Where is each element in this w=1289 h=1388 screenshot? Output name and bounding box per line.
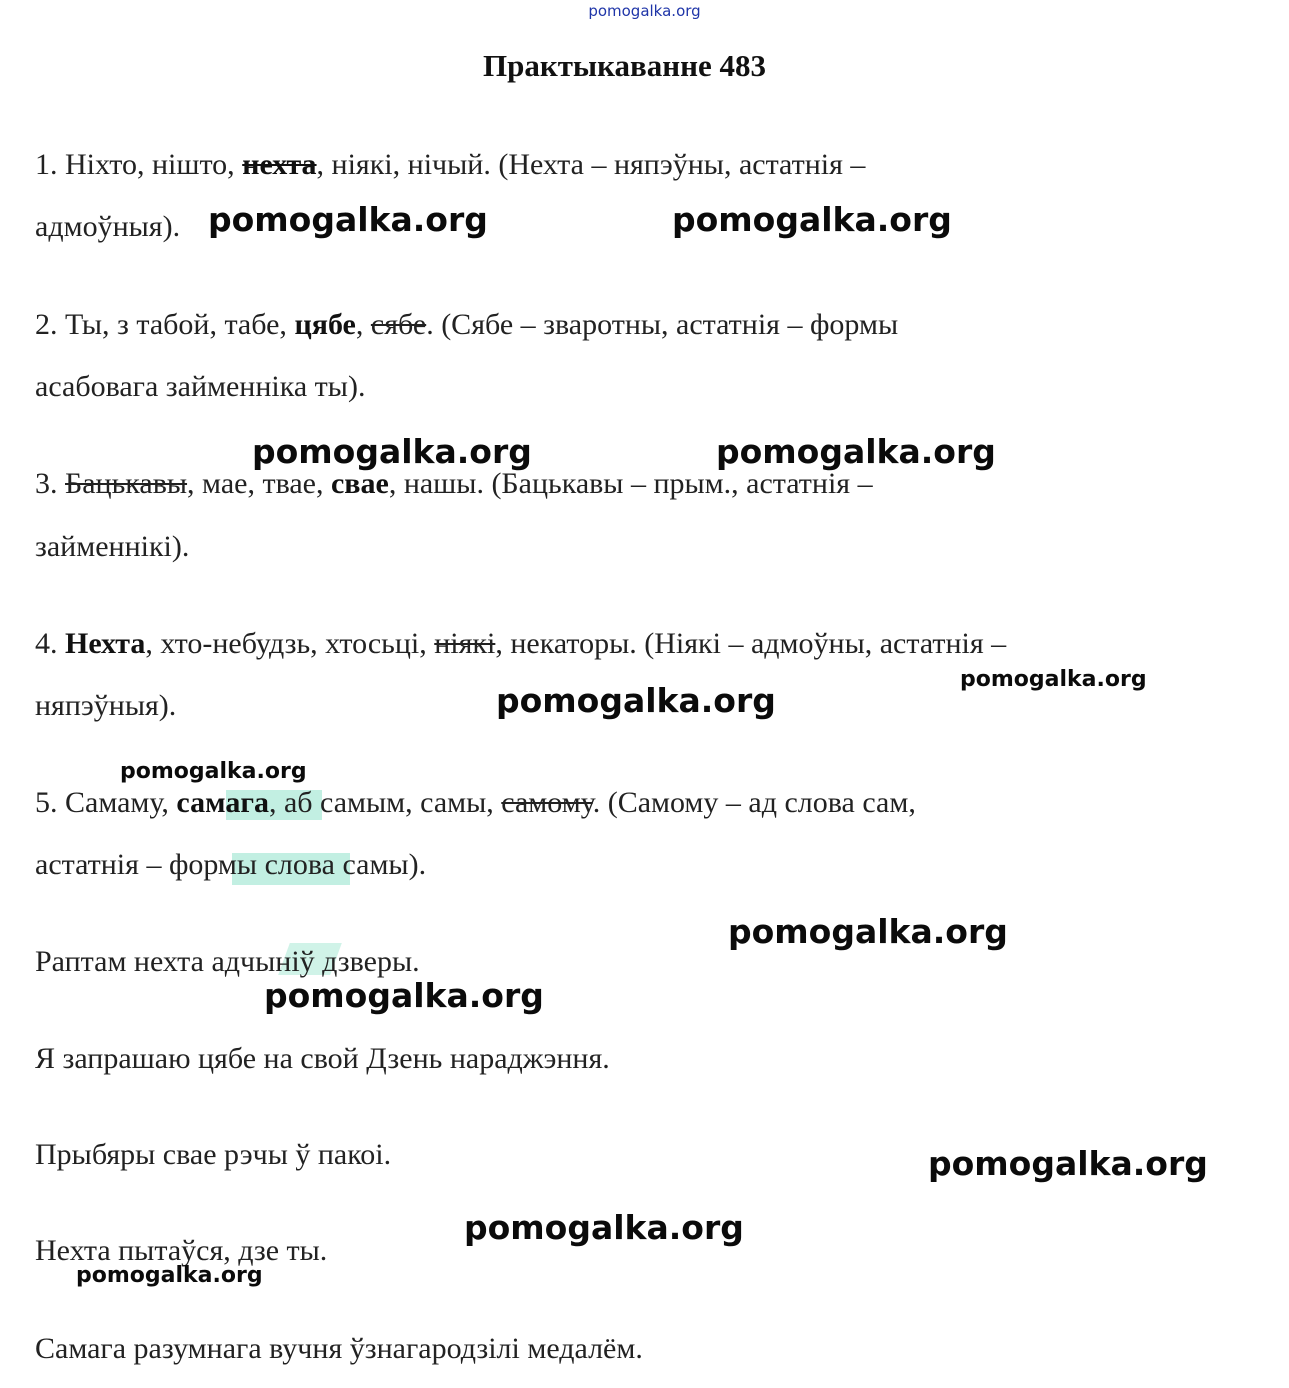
watermark: pomogalka.org	[716, 432, 996, 471]
watermark: pomogalka.org	[672, 200, 952, 239]
watermark: pomogalka.org	[960, 667, 1147, 692]
struck-word: нехта	[242, 148, 317, 181]
sentence-1: Раптам нехта адчыніў дзверы.	[35, 945, 420, 978]
watermark: pomogalka.org	[252, 432, 532, 471]
watermark: pomogalka.org	[120, 759, 307, 784]
sentence-3: Прыбяры свае рэчы ў пакоі.	[35, 1138, 392, 1171]
bold-word: самага	[176, 786, 269, 819]
watermark: pomogalka.org	[76, 1263, 263, 1288]
item-5-line-2: астатнія – формы слова самы).	[35, 848, 427, 881]
watermark: pomogalka.org	[728, 912, 1008, 951]
bold-word: свае	[330, 467, 389, 500]
struck-word: самому	[501, 786, 593, 819]
item-3-line-1: 3. Бацькавы, мае, твае, свае, нашы. (Бацькавы – прым., астатнія –	[35, 467, 873, 500]
item-5-line-1: 5. Самаму, самага, аб самым, самы, самому. (Самому – ад слова сам,	[35, 786, 916, 819]
item-2-line-1: 2. Ты, з табой, табе, цябе, сябе. (Сябе – зваротны, астатнія – формы	[35, 308, 899, 341]
item-4-line-1: 4. Нехта, хто-небудзь, хтосьці, ніякі, некаторы. (Ніякі – адмоўны, астатнія –	[35, 627, 1007, 660]
top-watermark: pomogalka.org	[588, 2, 701, 20]
item-3-line-2: займеннікі).	[35, 530, 190, 563]
struck-word: Бацькавы	[65, 467, 188, 500]
struck-word: сябе	[370, 308, 427, 341]
page-title: Практыкаванне 483	[482, 48, 766, 83]
sentence-2: Я запрашаю цябе на свой Дзень нараджэння.	[35, 1042, 610, 1075]
watermark: pomogalka.org	[928, 1144, 1208, 1183]
item-1-line-2: адмоўныя).	[35, 210, 181, 243]
bold-word: цябе	[294, 308, 356, 341]
watermark: pomogalka.org	[496, 681, 776, 720]
bold-word: Нехта	[65, 627, 146, 660]
watermark: pomogalka.org	[464, 1208, 744, 1247]
item-1-line-1: 1. Ніхто, нішто, нехта, ніякі, нічый. (Нехта – няпэўны, астатнія –	[35, 148, 866, 181]
struck-word: ніякі	[434, 627, 496, 660]
watermark: pomogalka.org	[264, 976, 544, 1015]
watermark: pomogalka.org	[208, 200, 488, 239]
item-2-line-2: асабовага займенніка ты).	[35, 370, 366, 403]
sentence-5: Самага разумнага вучня ўзнагародзілі медалём.	[35, 1332, 643, 1365]
item-4-line-2: няпэўныя).	[35, 689, 177, 722]
sentence-4: Нехта пытаўся, дзе ты.	[35, 1234, 328, 1267]
